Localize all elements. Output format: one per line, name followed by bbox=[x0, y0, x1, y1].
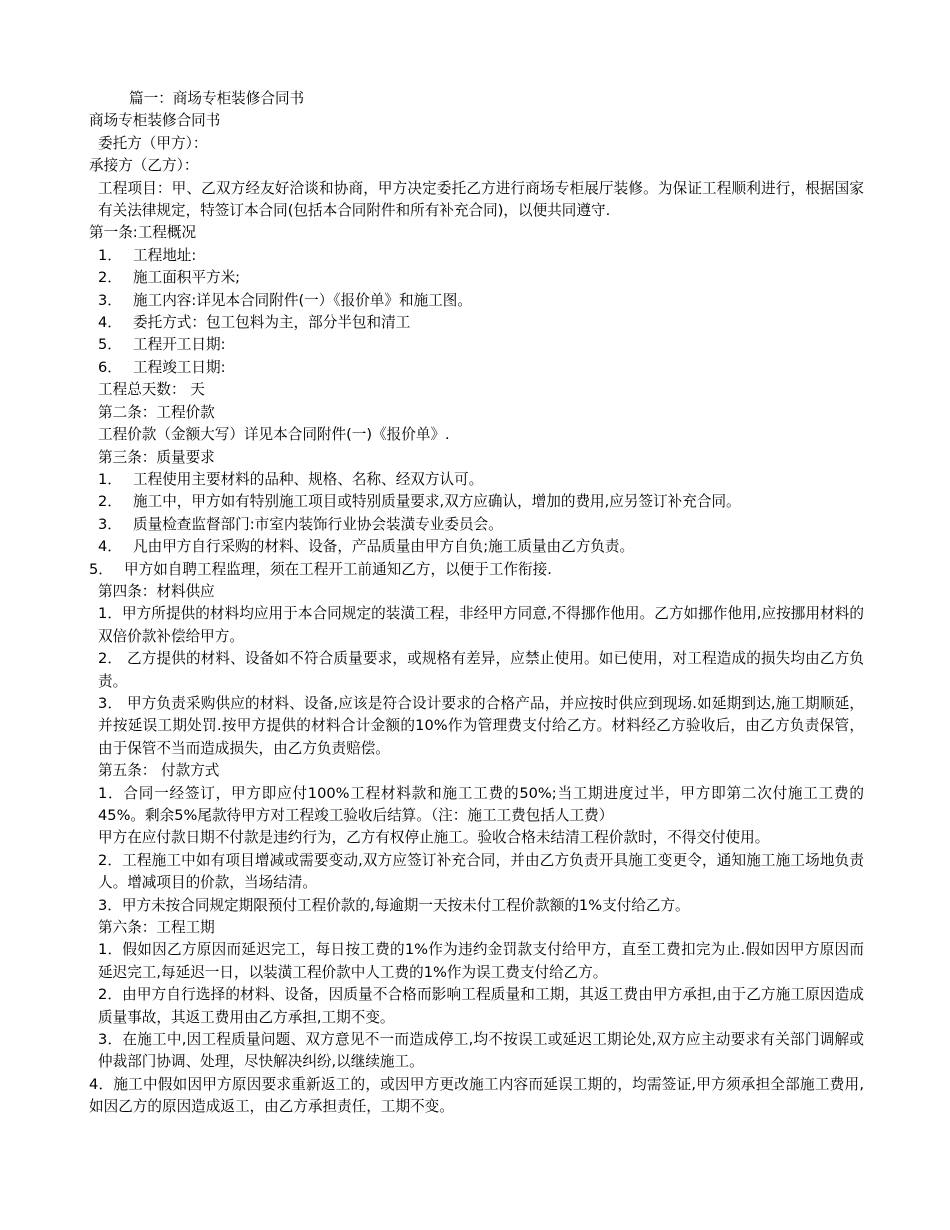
line-text: 工程竣工日期: bbox=[133, 358, 226, 376]
document-line bbox=[89, 514, 864, 536]
document-line bbox=[89, 155, 864, 177]
document-line bbox=[89, 850, 864, 895]
document-line bbox=[89, 1074, 864, 1119]
line-text: 质量检查监督部门:市室内装饰行业协会装潢专业委员会。 bbox=[133, 515, 503, 533]
document-line bbox=[89, 357, 864, 379]
line-text: 3．甲方未按合同规定期限预付工程价款的,每逾期一天按未付工程价款额的1%支付给乙方。 bbox=[98, 896, 690, 914]
line-text: 第二条：工程价款 bbox=[98, 403, 215, 421]
document-line bbox=[89, 760, 864, 782]
line-text: 2．工程施工中如有项目增减或需要变动,双方应签订补充合同，并由乙方负责开具施工变更令，通知施工施工场地负责人。增减项目的价款，当场结清。 bbox=[98, 851, 864, 892]
document-line bbox=[89, 895, 864, 917]
line-text: 施工中，甲方如有特别施工项目或特别质量要求,双方应确认，增加的费用,应另签订补充合同。 bbox=[133, 493, 741, 511]
document-line bbox=[89, 447, 864, 469]
document-line bbox=[89, 783, 864, 828]
document-line bbox=[89, 222, 864, 244]
list-number: 3． bbox=[98, 291, 122, 309]
list-number: 4． bbox=[98, 314, 122, 332]
line-text: 2． 乙方提供的材料、设备如不符合质量要求，或规格有差异，应禁止使用。如已使用，对工程造成的损失均由乙方负责。 bbox=[98, 650, 864, 690]
document-line bbox=[89, 110, 864, 132]
list-number: 5． bbox=[89, 560, 113, 578]
line-text: 第一条:工程概况 bbox=[89, 224, 197, 242]
document-line bbox=[89, 827, 864, 849]
line-text: 工程项目：甲、乙双方经友好洽谈和协商，甲方决定委托乙方进行商场专柜展厅装修。为保证工程顺利进行，根据国家有关法律规定，特签订本合同(包括本合同附件和所有补充合同)，以便共同遵守. bbox=[98, 179, 864, 220]
list-number: 2． bbox=[98, 493, 122, 511]
document-line bbox=[89, 603, 864, 648]
document-line bbox=[89, 469, 864, 491]
list-number: 3． bbox=[98, 515, 122, 533]
line-text: 商场专柜装修合同书 bbox=[89, 112, 221, 130]
line-text: 施工内容:详见本合同附件(一）《报价单》和施工图。 bbox=[133, 291, 472, 309]
line-text: 第六条：工程工期 bbox=[98, 919, 215, 937]
list-number: 1． bbox=[98, 470, 122, 488]
line-text: 1．合同一经签订，甲方即应付100%工程材料款和施工工费的50%;当工期进度过半，甲方即第二次付施工工费的45%。剩余5%尾款待甲方对工程竣工验收后结算。（注：施工工费包括人工费） bbox=[98, 784, 864, 824]
document-line bbox=[89, 939, 864, 984]
line-text: 施工面积平方米; bbox=[133, 269, 241, 287]
document-line bbox=[89, 559, 864, 581]
line-text: 工程总天数： 天 bbox=[98, 381, 205, 399]
document-line bbox=[89, 917, 864, 939]
line-text: 1．假如因乙方原因而延迟完工，每日按工费的1%作为违约金罚款支付给甲方，直至工费扣完为止.假如因甲方原因而延迟完工,每延迟一日，以装潢工程价款中人工费的1%作为误工费支付给乙方。 bbox=[98, 941, 864, 981]
line-text: 3． 甲方负责采购供应的材料、设备,应该是符合设计要求的合格产品，并应按时供应到现场.如延期到达,施工期顺延，并按延误工期处罚.按甲方提供的材料合计金额的10%作为管理费支付给乙方。材料经乙方验收后，由乙方负责保管，由于保管不当而造成损失，由乙方负责赔偿。 bbox=[98, 694, 864, 757]
document-line bbox=[89, 693, 864, 760]
list-number: 4． bbox=[98, 538, 122, 556]
document-line bbox=[89, 491, 864, 513]
line-text: 篇一：商场专柜装修合同书 bbox=[129, 90, 305, 107]
line-text: 委托方（甲方）： bbox=[98, 134, 208, 152]
list-number: 2． bbox=[98, 269, 122, 287]
document-line bbox=[89, 402, 864, 424]
line-text: 工程价款（金额大写）详见本合同附件(一)《报价单》. bbox=[98, 426, 450, 444]
document-line bbox=[89, 581, 864, 603]
document-line bbox=[89, 1029, 864, 1074]
document-line bbox=[89, 133, 864, 155]
document-line bbox=[89, 178, 864, 223]
line-text: 凡由甲方自行采购的材料、设备，产品质量由甲方自负;施工质量由乙方负责。 bbox=[133, 538, 635, 556]
document-line bbox=[89, 648, 864, 693]
document-line bbox=[89, 290, 864, 312]
line-text: 甲方在应付款日期不付款是违约行为，乙方有权停止施工。验收合格未结清工程价款时，不得交付使用。 bbox=[98, 829, 770, 847]
list-number: 1． bbox=[98, 246, 122, 264]
document-line bbox=[89, 984, 864, 1029]
line-text: 2．由甲方自行选择的材料、设备，因质量不合格而影响工程质量和工期，其返工费由甲方承担,由于乙方施工原因造成质量事故，其返工费用由乙方承担,工期不变。 bbox=[98, 986, 864, 1026]
list-number: 6． bbox=[98, 358, 122, 376]
contract-document bbox=[89, 88, 864, 1119]
document-line bbox=[89, 312, 864, 334]
document-line bbox=[89, 424, 864, 446]
line-text: 第五条： 付款方式 bbox=[98, 762, 220, 780]
line-text: 1．甲方所提供的材料均应用于本合同规定的装潢工程，非经甲方同意,不得挪作他用。乙方如挪作他用,应按挪用材料的双倍价款补偿给甲方。 bbox=[98, 605, 864, 645]
line-text: 甲方如自聘工程监理，须在工程开工前通知乙方，以便于工作衔接. bbox=[124, 560, 552, 578]
line-text: 工程地址: bbox=[133, 246, 197, 264]
line-text: 承接方（乙方）： bbox=[89, 157, 199, 175]
line-text: 工程开工日期: bbox=[133, 336, 226, 354]
line-text: 3．在施工中,因工程质量问题、双方意见不一而造成停工,均不按误工或延迟工期论处,双方应主动要求有关部门调解或仲裁部门协调、处理，尽快解决纠纷,以继续施工。 bbox=[98, 1031, 864, 1071]
line-text: 第四条：材料供应 bbox=[98, 582, 215, 600]
document-line bbox=[89, 334, 864, 356]
line-text: 第三条：质量要求 bbox=[98, 448, 215, 466]
line-text: 委托方式：包工包料为主，部分半包和清工 bbox=[133, 314, 411, 332]
document-line bbox=[89, 379, 864, 401]
document-line bbox=[89, 245, 864, 267]
line-text: 4．施工中假如因甲方原因要求重新返工的，或因甲方更改施工内容而延误工期的，均需签证,甲方须承担全部施工费用,如因乙方的原因造成返工，由乙方承担责任，工期不变。 bbox=[89, 1075, 864, 1116]
document-line bbox=[89, 536, 864, 558]
list-number: 5． bbox=[98, 336, 122, 354]
document-line bbox=[89, 267, 864, 289]
line-text: 工程使用主要材料的品种、规格、名称、经双方认可。 bbox=[133, 470, 484, 488]
document-line bbox=[89, 88, 864, 110]
